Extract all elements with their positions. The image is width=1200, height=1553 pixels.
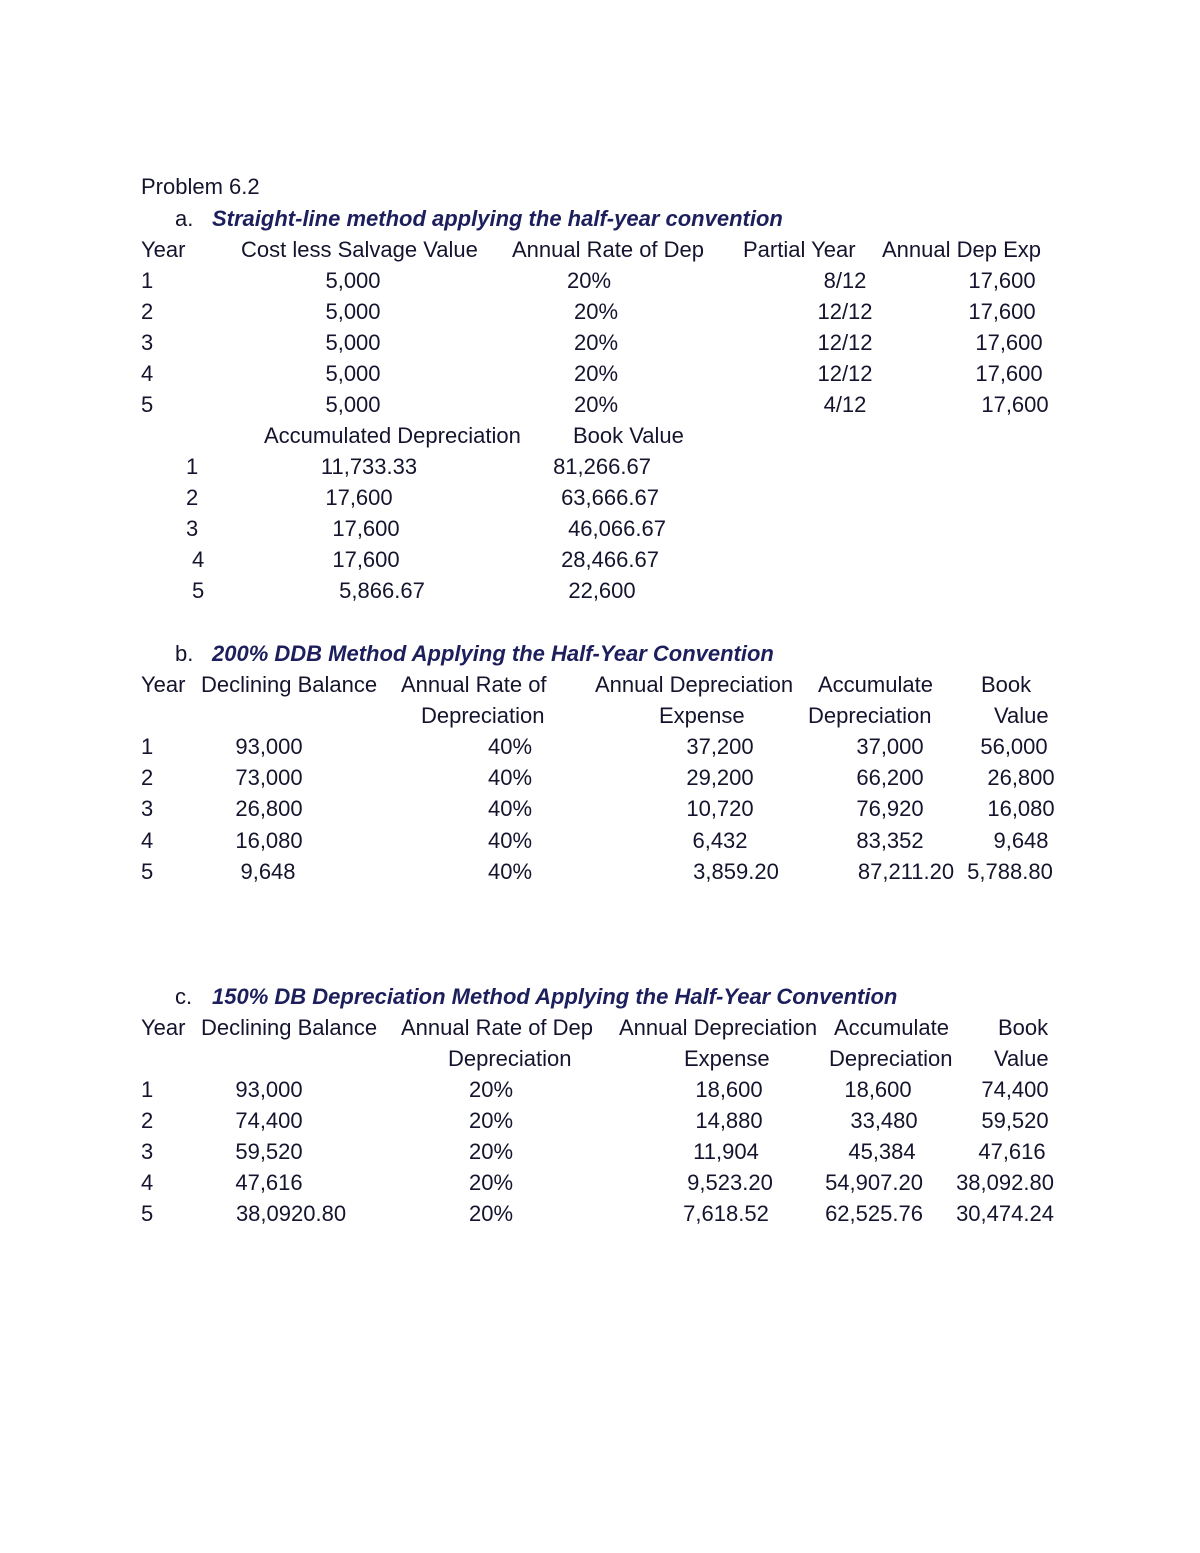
rate-cell: 20%	[468, 1108, 514, 1133]
cost-cell: 5,000	[325, 361, 381, 386]
section-b-header-accum-line2: Depreciation	[808, 703, 932, 728]
book-cell: 30,474.24	[956, 1201, 1054, 1226]
year-cell: 2	[141, 1108, 154, 1133]
accum-cell: 17,600	[325, 485, 393, 510]
section-c-header-rate-line2: Depreciation	[448, 1046, 572, 1071]
book-cell: 63,666.67	[561, 485, 659, 510]
section-a-header-year: Year	[141, 237, 186, 262]
accum-cell: 76,920	[856, 796, 924, 821]
book-cell: 59,520	[981, 1108, 1049, 1133]
book-cell: 38,092.80	[956, 1170, 1054, 1195]
expense-cell: 3,859.20	[693, 859, 779, 884]
year-cell: 1	[141, 1077, 154, 1102]
balance-cell: 47,616	[235, 1170, 303, 1195]
accum-cell: 37,000	[856, 734, 924, 759]
section-b-header-book-line2: Value	[994, 703, 1049, 728]
section-b-header-year: Year	[141, 672, 186, 697]
book-cell: 5,788.80	[967, 859, 1053, 884]
cost-cell: 5,000	[325, 268, 381, 293]
expense-cell: 6,432	[692, 828, 748, 853]
expense-cell: 29,200	[686, 765, 754, 790]
rate-cell: 20%	[566, 268, 612, 293]
expense-cell: 18,600	[695, 1077, 763, 1102]
year-cell: 4	[192, 547, 205, 572]
expense-cell: 17,600	[968, 299, 1036, 324]
expense-cell: 10,720	[686, 796, 754, 821]
section-b-heading: 200% DDB Method Applying the Half-Year Convention	[212, 641, 774, 666]
partial-cell: 12/12	[817, 361, 873, 386]
partial-cell: 8/12	[823, 268, 867, 293]
cost-cell: 5,000	[325, 392, 381, 417]
expense-cell: 11,904	[693, 1139, 759, 1164]
book-cell: 22,600	[568, 578, 636, 603]
section-b-header-rate-line2: Depreciation	[421, 703, 545, 728]
section-b-header-accum: Accumulate	[818, 672, 933, 697]
rate-cell: 40%	[487, 765, 533, 790]
section-a-marker: a.	[175, 206, 194, 231]
balance-cell: 16,080	[235, 828, 303, 853]
year-cell: 4	[141, 1170, 154, 1195]
year-cell: 1	[186, 454, 199, 479]
expense-cell: 14,880	[695, 1108, 763, 1133]
section-b-header-balance: Declining Balance	[201, 672, 378, 697]
expense-cell: 17,600	[981, 392, 1049, 417]
section-c-heading: 150% DB Depreciation Method Applying the Half-Year Convention	[212, 984, 898, 1009]
accum-cell: 17,600	[332, 547, 400, 572]
accum-cell: 33,480	[850, 1108, 918, 1133]
rate-cell: 20%	[573, 330, 619, 355]
book-cell: 28,466.67	[561, 547, 659, 572]
book-cell: 56,000	[980, 734, 1048, 759]
rate-cell: 20%	[573, 392, 619, 417]
section-a-header-cost: Cost less Salvage Value	[241, 237, 478, 262]
year-cell: 3	[141, 330, 154, 355]
section-b-header-book: Book	[981, 672, 1032, 697]
section-c-header-accum-line2: Depreciation	[829, 1046, 953, 1071]
accum-cell: 17,600	[332, 516, 400, 541]
section-c-header-rate: Annual Rate of Dep	[401, 1015, 594, 1040]
expense-cell: 9,523.20	[687, 1170, 773, 1195]
accum-cell: 66,200	[856, 765, 924, 790]
accum-cell: 5,866.67	[339, 578, 425, 603]
rate-cell: 20%	[468, 1139, 514, 1164]
section-a-header-book: Book Value	[573, 423, 684, 448]
book-cell: 9,648	[993, 828, 1049, 853]
accum-cell: 54,907.20	[825, 1170, 923, 1195]
year-cell: 3	[186, 516, 199, 541]
balance-cell: 26,800	[235, 796, 303, 821]
balance-cell: 73,000	[235, 765, 303, 790]
rate-cell: 20%	[468, 1077, 514, 1102]
year-cell: 5	[141, 392, 154, 417]
section-b-header-expense-line2: Expense	[659, 703, 745, 728]
section-a-header-expense: Annual Dep Exp	[882, 237, 1041, 262]
partial-cell: 12/12	[817, 330, 873, 355]
section-c-header-book: Book	[998, 1015, 1049, 1040]
book-cell: 74,400	[981, 1077, 1049, 1102]
rate-cell: 40%	[487, 796, 533, 821]
year-cell: 2	[141, 765, 154, 790]
year-cell: 1	[141, 268, 154, 293]
section-a-header-accum: Accumulated Depreciation	[264, 423, 521, 448]
accum-cell: 62,525.76	[825, 1201, 923, 1226]
rate-cell: 20%	[468, 1170, 514, 1195]
rate-cell: 40%	[487, 828, 533, 853]
section-c-header-year: Year	[141, 1015, 186, 1040]
section-c-header-expense: Annual Depreciation	[619, 1015, 818, 1040]
year-cell: 5	[192, 578, 205, 603]
year-cell: 1	[141, 734, 154, 759]
expense-cell: 17,600	[968, 268, 1036, 293]
year-cell: 5	[141, 859, 154, 884]
expense-cell: 37,200	[686, 734, 754, 759]
section-a-header-rate: Annual Rate of Dep	[512, 237, 705, 262]
section-c-header-balance: Declining Balance	[201, 1015, 378, 1040]
section-b-marker: b.	[175, 641, 194, 666]
book-cell: 26,800	[987, 765, 1055, 790]
section-b-header-rate: Annual Rate of	[401, 672, 547, 697]
cost-cell: 5,000	[325, 330, 381, 355]
section-a-header-partial: Partial Year	[743, 237, 856, 262]
rate-cell: 40%	[487, 734, 533, 759]
rate-cell: 20%	[468, 1201, 514, 1226]
accum-cell: 87,211.20	[857, 859, 955, 884]
section-c-marker: c.	[175, 984, 193, 1009]
book-cell: 46,066.67	[568, 516, 666, 541]
year-cell: 3	[141, 1139, 154, 1164]
accum-cell: 83,352	[856, 828, 924, 853]
balance-cell: 74,400	[235, 1108, 303, 1133]
expense-cell: 17,600	[975, 361, 1043, 386]
balance-cell: 93,000	[235, 1077, 303, 1102]
balance-cell: 59,520	[235, 1139, 303, 1164]
accum-cell: 11,733.33	[320, 454, 418, 479]
year-cell: 3	[141, 796, 154, 821]
year-cell: 4	[141, 828, 154, 853]
book-cell: 81,266.67	[553, 454, 651, 479]
balance-cell: 9,648	[240, 859, 296, 884]
section-a-heading: Straight-line method applying the half-year convention	[212, 206, 783, 231]
year-cell: 2	[186, 485, 199, 510]
rate-cell: 20%	[573, 361, 619, 386]
expense-cell: 17,600	[975, 330, 1043, 355]
partial-cell: 12/12	[817, 299, 873, 324]
book-cell: 47,616	[978, 1139, 1046, 1164]
page-title: Problem 6.2	[141, 174, 260, 199]
book-cell: 16,080	[987, 796, 1055, 821]
accum-cell: 45,384	[848, 1139, 916, 1164]
section-c-header-expense-line2: Expense	[684, 1046, 770, 1071]
section-c-header-book-line2: Value	[994, 1046, 1049, 1071]
section-c-header-accum: Accumulate	[834, 1015, 949, 1040]
cost-cell: 5,000	[325, 299, 381, 324]
rate-cell: 40%	[487, 859, 533, 884]
year-cell: 5	[141, 1201, 154, 1226]
year-cell: 2	[141, 299, 154, 324]
year-cell: 4	[141, 361, 154, 386]
expense-cell: 7,618.52	[683, 1201, 769, 1226]
partial-cell: 4/12	[823, 392, 867, 417]
balance-cell: 93,000	[235, 734, 303, 759]
rate-cell: 20%	[573, 299, 619, 324]
accum-cell: 18,600	[844, 1077, 912, 1102]
balance-cell: 38,0920.80	[235, 1201, 347, 1226]
section-b-header-expense: Annual Depreciation	[595, 672, 794, 697]
